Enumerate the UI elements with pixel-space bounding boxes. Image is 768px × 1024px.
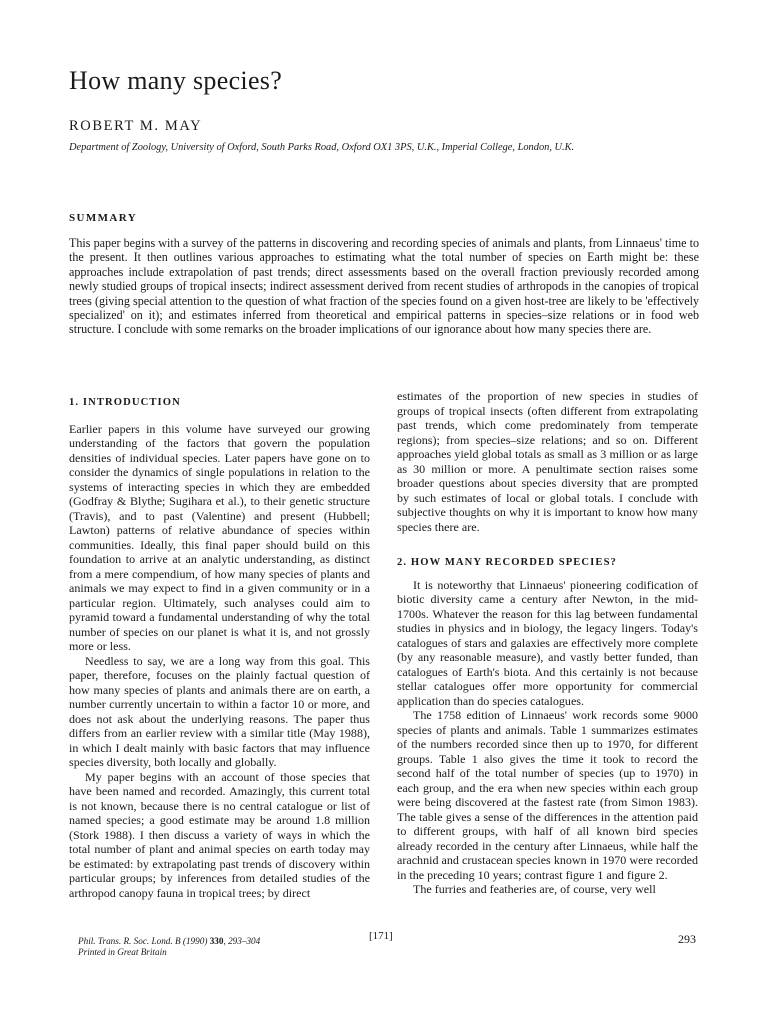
author-name: ROBERT M. MAY [69, 118, 203, 134]
section-2-paragraph-1: It is noteworthy that Linnaeus' pioneering codification of biotic diversity came a century after Newton, in the mid-1700s. Whatever the reason for this lag between fundamental studies in physics and in biology, the legacy lingers. Today's catalogues of stars and galaxies are effectively more complete (by any reasonable measure), and vastly better funded, than catalogues of Earth's biota. And this certainly is not because stellar catalogues offer more opportunity for commercial application than do species catalogues. [397, 577, 698, 708]
intro-paragraph-1: Earlier papers in this volume have surveyed our growing understanding of the factors that govern the population densities of individual species. Later papers have gone on to consider the dynamics of single populations in relation to the systems of interacting species in which they are embedded (Godfray & Blythe; Sugihara et al.), to their genetic structure (Travis), and to past (Valentine) and present (Hubbell; Lawton) patterns of relative abundance of species within communities. Ideally, this final paper should build on this foundation to arrive at an analytic understanding, as distinct from a mere compendium, of how many species of plants and animals we may expect to find in a given community or in a particular region. Ultimately, such analyses could aim to pyramid toward a fundamental understanding of why the total number of species on our planet is what it is, and not grossly more or less. [69, 421, 370, 653]
summary-text: This paper begins with a survey of the patterns in discovering and recording species of animals and plants, from Linnaeus' time to the present. It then outlines various approaches to estimating what the total number of species on Earth might be: these approaches include extrapolation of past trends; direct assessments based on the overall fraction previously recorded among newly studied groups of tropical insects; indirect assessment derived from recent studies of arthropods in the canopies of tropical trees (giving special attention to the question of what fraction of the species found on a given host-tree are likely to be 'effectively specialized' on it); and estimates inferred from theoretical and empirical patterns in species–size relations or in food web structure. I conclude with some remarks on the broader implications of our ignorance about how many species there are. [69, 236, 699, 337]
author-affiliation: Department of Zoology, University of Oxford, South Parks Road, Oxford OX1 3PS, U.K., Imperial College, London, U.K. [69, 142, 575, 153]
right-column [397, 389, 698, 897]
intro-paragraph-2: Needless to say, we are a long way from this goal. This paper, therefore, focuses on the plainly factual question of how many species of plants and animals there are on earth, a number currently uncertain to within a factor 10 or more, and does not ask about the underlying reasons. The paper thus differs from an earlier review with a similar title (May 1988), in which I dealt mainly with basic factors that may influence species diversity, both locally and globally. [69, 653, 370, 769]
folio-number: [171] [369, 930, 393, 942]
section-2-paragraph-3: The furries and featheries are, of course, very well [413, 882, 656, 896]
journal-name: Phil. Trans. R. Soc. Lond. [78, 936, 173, 946]
journal-series: B (1990) [175, 936, 208, 946]
section-2-paragraph-2: The 1758 edition of Linnaeus' work records some 9000 species of plants and animals. Table 1 summarizes estimates of the numbers recorded since then up to 1970, for different groups. Table 1 also gives the time it took to record the second half of the total number of species (up to 1970) in each group, and the era when new species within each group were being discovered at the fastest rate (from Simon 1983). The table gives a sense of the differences in the attention paid to different groups, with half of all known bird species already recorded in the century after Linnaeus, while half the arachnid and crustacean species known in 1970 were recorded in the preceding 10 years; contrast figure 1 and figure 2. [397, 708, 698, 882]
summary-heading: SUMMARY [69, 212, 138, 224]
page-number: 293 [678, 932, 696, 946]
printed-note: Printed in Great Britain [78, 947, 167, 957]
section-2-heading: 2. HOW MANY RECORDED SPECIES? [397, 557, 617, 568]
left-column [69, 396, 370, 900]
intro-paragraph-3: My paper begins with an account of those species that have been named and recorded. Amazingly, this current total is not known, because there is no central catalogue or list of named species; a good estimate may be around 1.8 million (Stork 1988). I then discuss a variety of ways in which the total number of plant and animal species on earth today may be estimated: by extrapolating past trends of discovery within particular groups; by inferences from detailed studies of the arthropod canopy fauna in tropical trees; by direct [69, 769, 370, 900]
journal-citation [78, 936, 260, 958]
section-1-heading: 1. INTRODUCTION [69, 397, 181, 408]
journal-reference [78, 936, 260, 947]
intro-continuation: estimates of the proportion of new species in studies of groups of tropical insects (often different from extrapolating past trends, which come predominately from temperate regions); from species–size relations; and so on. Different approaches yield global totals as small as 3 million or as large as 30 million or more. A penultimate section raises some broader questions about species diversity that are prompted by such estimates of local or global totals. I conclude with subjective thoughts on why it is important to know how many species there are. [397, 389, 698, 534]
journal-pages: , 293–304 [223, 936, 261, 946]
journal-volume: 330 [209, 936, 224, 946]
paper-title: How many species? [69, 66, 283, 95]
